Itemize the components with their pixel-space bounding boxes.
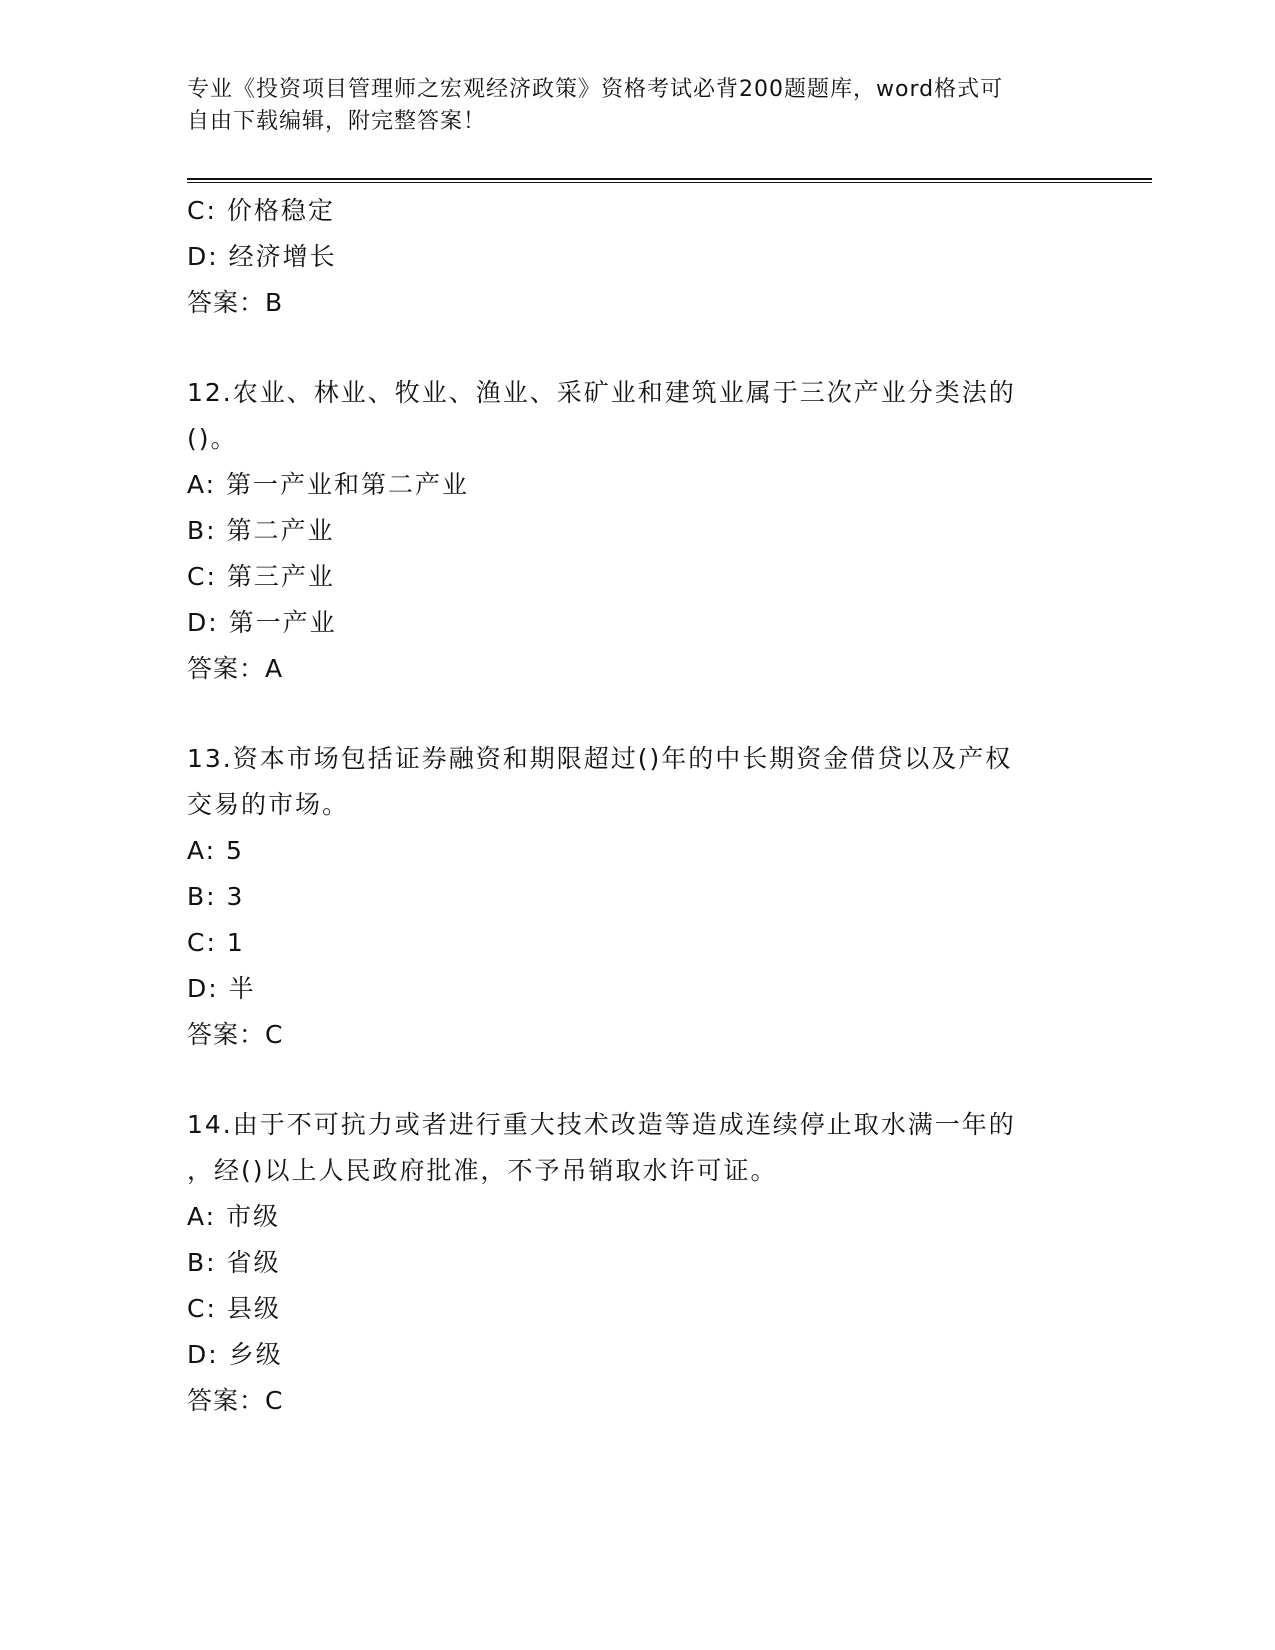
question-stem-line-1: 14.由于不可抗力或者进行重大技术改造等造成连续停止取水满一年的 [187,1110,1016,1139]
option-d: D: 经济增长 [187,242,337,271]
option-a: A: 市级 [187,1202,281,1231]
option-c: C: 1 [187,928,245,957]
question-stem-line-1: 13.资本市场包括证券融资和期限超过()年的中长期资金借贷以及产权 [187,744,1013,773]
document-body [187,188,1087,1424]
question-stem-line-1: 12.农业、林业、牧业、渔业、采矿业和建筑业属于三次产业分类法的 [187,378,1016,407]
answer-line: 答案：C [187,1020,284,1049]
question-14 [187,1102,1087,1424]
option-a: A: 第一产业和第二产业 [187,470,470,499]
option-b: B: 3 [187,882,245,911]
answer-line: 答案：B [187,288,284,317]
answer-line: 答案：C [187,1386,284,1415]
option-b: B: 省级 [187,1248,281,1277]
question-13 [187,736,1087,1058]
question-stem-line-2: 交易的市场。 [187,790,350,819]
document-header [187,74,1067,138]
question-11-tail [187,188,1087,326]
header-line-2: 自由下载编辑，附完整答案！ [187,109,487,134]
option-d: D: 第一产业 [187,608,337,637]
header-line-1: 专业《投资项目管理师之宏观经济政策》资格考试必背200题题库，word格式可 [187,77,1004,102]
question-stem-line-2: ，经()以上人民政府批准，不予吊销取水许可证。 [187,1156,778,1185]
option-a: A: 5 [187,836,244,865]
answer-line: 答案：A [187,654,284,683]
option-d: D: 乡级 [187,1340,283,1369]
option-d: D: 半 [187,974,256,1003]
option-c: C: 第三产业 [187,562,335,591]
option-c: C: 价格稳定 [187,196,335,225]
question-stem-line-2: ()。 [187,424,238,453]
question-12 [187,370,1087,692]
option-b: B: 第二产业 [187,516,335,545]
header-divider [187,178,1152,183]
option-c: C: 县级 [187,1294,281,1323]
